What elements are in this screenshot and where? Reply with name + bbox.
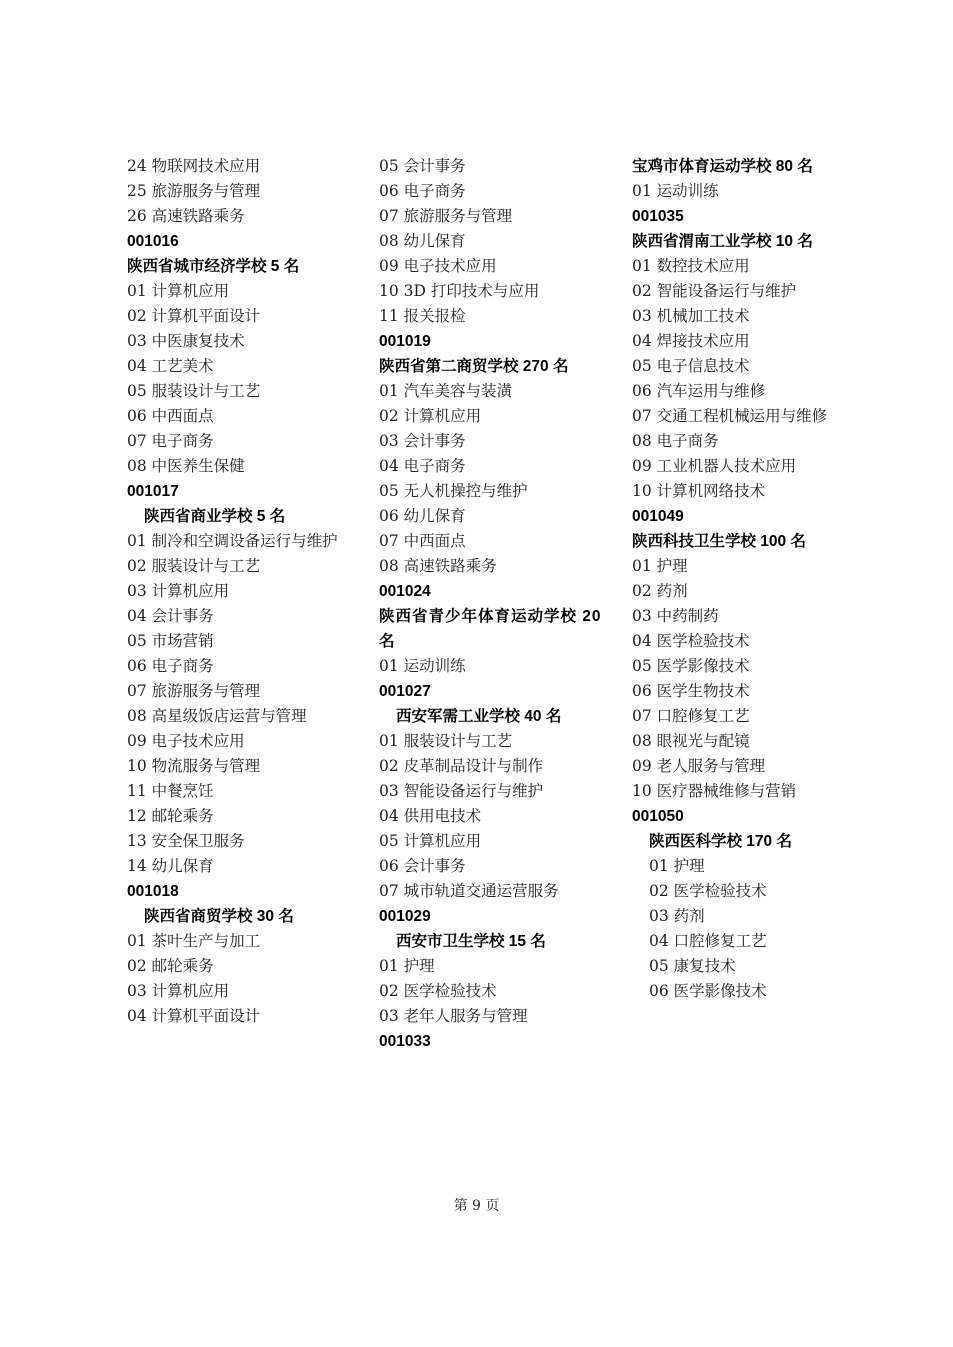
major-item: 03 智能设备运行与维护: [379, 782, 544, 800]
major-item: 05 计算机应用: [379, 832, 482, 850]
major-item: 10 计算机网络技术: [632, 482, 766, 500]
major-item: 05 电子信息技术: [632, 357, 750, 375]
major-item: 08 眼视光与配镜: [632, 732, 750, 750]
major-item: 01 护理: [632, 557, 688, 575]
major-item: 04 会计事务: [127, 607, 214, 625]
school-code: 001024: [379, 583, 431, 600]
major-item: 03 药剂: [649, 907, 705, 925]
major-item: 07 城市轨道交通运营服务: [379, 882, 559, 900]
major-item: 08 高速铁路乘务: [379, 557, 497, 575]
school-heading: 陕西科技卫生学校 100 名: [632, 533, 806, 550]
school-heading: 陕西省商贸学校 30 名: [144, 908, 294, 925]
major-item: 01 护理: [649, 857, 705, 875]
major-item: 06 幼儿保育: [379, 507, 466, 525]
major-item: 09 电子技术应用: [379, 257, 497, 275]
school-heading: 陕西省青少年体育运动学校 20 名: [379, 608, 602, 650]
major-item: 05 市场营销: [127, 632, 214, 650]
school-code: 001050: [632, 808, 684, 825]
school-code: 001029: [379, 908, 431, 925]
major-item: 02 药剂: [632, 582, 688, 600]
major-item: 03 会计事务: [379, 432, 466, 450]
major-item: 01 运动训练: [632, 182, 719, 200]
major-item: 24 物联网技术应用: [127, 157, 261, 175]
major-item: 03 中药制药: [632, 607, 719, 625]
major-item: 02 邮轮乘务: [127, 957, 214, 975]
major-item: 06 电子商务: [127, 657, 214, 675]
major-item: 05 会计事务: [379, 157, 466, 175]
major-item: 03 老年人服务与管理: [379, 1007, 528, 1025]
major-item: 02 计算机应用: [379, 407, 482, 425]
column-2: [379, 154, 619, 1054]
major-item: 02 智能设备运行与维护: [632, 282, 797, 300]
major-item: 14 幼儿保育: [127, 857, 214, 875]
major-item: 07 交通工程机械运用与维修: [632, 407, 828, 425]
major-item: 01 汽车美容与装潢: [379, 382, 513, 400]
major-item: 08 高星级饭店运营与管理: [127, 707, 307, 725]
school-heading: 陕西省城市经济学校 5 名: [127, 258, 300, 275]
major-item: 01 护理: [379, 957, 435, 975]
major-item: 04 电子商务: [379, 457, 466, 475]
school-code: 001018: [127, 883, 179, 900]
major-item: 04 供用电技术: [379, 807, 482, 825]
major-item: 09 老人服务与管理: [632, 757, 766, 775]
major-item: 03 计算机应用: [127, 582, 230, 600]
major-item: 03 计算机应用: [127, 982, 230, 1000]
school-code: 001027: [379, 683, 431, 700]
school-heading: 陕西省渭南工业学校 10 名: [632, 233, 813, 250]
column-1: [127, 154, 367, 1029]
major-item: 26 高速铁路乘务: [127, 207, 245, 225]
major-item: 05 无人机操控与维护: [379, 482, 528, 500]
school-code: 001049: [632, 508, 684, 525]
major-item: 04 焊接技术应用: [632, 332, 750, 350]
major-item: 11 中餐烹饪: [127, 782, 214, 800]
major-item: 12 邮轮乘务: [127, 807, 214, 825]
school-code: 001016: [127, 233, 179, 250]
major-item: 07 旅游服务与管理: [379, 207, 513, 225]
major-item: 02 医学检验技术: [649, 882, 767, 900]
major-item: 01 制冷和空调设备运行与维护: [127, 532, 338, 550]
school-code: 001033: [379, 1033, 431, 1050]
major-item: 06 医学影像技术: [649, 982, 767, 1000]
major-item: 06 会计事务: [379, 857, 466, 875]
major-item: 10 医疗器械维修与营销: [632, 782, 797, 800]
major-item: 09 工业机器人技术应用: [632, 457, 797, 475]
major-item: 07 口腔修复工艺: [632, 707, 750, 725]
major-item: 25 旅游服务与管理: [127, 182, 261, 200]
major-item: 10 物流服务与管理: [127, 757, 261, 775]
major-item: 10 3D 打印技术与应用: [379, 282, 540, 300]
major-item: 04 计算机平面设计: [127, 1007, 261, 1025]
school-heading: 陕西省商业学校 5 名: [144, 508, 286, 525]
school-heading: 西安军需工业学校 40 名: [396, 708, 562, 725]
major-item: 08 电子商务: [632, 432, 719, 450]
major-item: 05 医学影像技术: [632, 657, 750, 675]
major-item: 13 安全保卫服务: [127, 832, 245, 850]
major-item: 02 服装设计与工艺: [127, 557, 261, 575]
major-item: 02 医学检验技术: [379, 982, 497, 1000]
school-code: 001019: [379, 333, 431, 350]
major-item: 01 数控技术应用: [632, 257, 750, 275]
major-item: 07 旅游服务与管理: [127, 682, 261, 700]
major-item: 08 中医养生保健: [127, 457, 245, 475]
major-item: 09 电子技术应用: [127, 732, 245, 750]
major-item: 01 运动训练: [379, 657, 466, 675]
page-number: 第 9 页: [453, 1198, 500, 1214]
major-item: 04 口腔修复工艺: [649, 932, 767, 950]
major-item: 06 汽车运用与维修: [632, 382, 766, 400]
major-item: 07 电子商务: [127, 432, 214, 450]
major-item: 06 医学生物技术: [632, 682, 750, 700]
major-item: 08 幼儿保育: [379, 232, 466, 250]
major-item: 02 计算机平面设计: [127, 307, 261, 325]
school-heading: 陕西省第二商贸学校 270 名: [379, 358, 569, 375]
school-heading: 西安市卫生学校 15 名: [396, 933, 546, 950]
major-item: 05 康复技术: [649, 957, 736, 975]
school-heading: 陕西医科学校 170 名: [649, 833, 792, 850]
school-code: 001017: [127, 483, 179, 500]
column-3: [632, 154, 872, 1004]
major-item: 01 计算机应用: [127, 282, 230, 300]
major-item: 06 电子商务: [379, 182, 466, 200]
major-item: 01 服装设计与工艺: [379, 732, 513, 750]
major-item: 11 报关报检: [379, 307, 466, 325]
major-item: 02 皮革制品设计与制作: [379, 757, 544, 775]
major-item: 05 服装设计与工艺: [127, 382, 261, 400]
major-item: 01 茶叶生产与加工: [127, 932, 261, 950]
major-item: 03 机械加工技术: [632, 307, 750, 325]
major-item: 07 中西面点: [379, 532, 466, 550]
major-item: 04 工艺美术: [127, 357, 214, 375]
school-heading: 宝鸡市体育运动学校 80 名: [632, 158, 813, 175]
major-item: 04 医学检验技术: [632, 632, 750, 650]
school-code: 001035: [632, 208, 684, 225]
major-item: 03 中医康复技术: [127, 332, 245, 350]
major-item: 06 中西面点: [127, 407, 214, 425]
